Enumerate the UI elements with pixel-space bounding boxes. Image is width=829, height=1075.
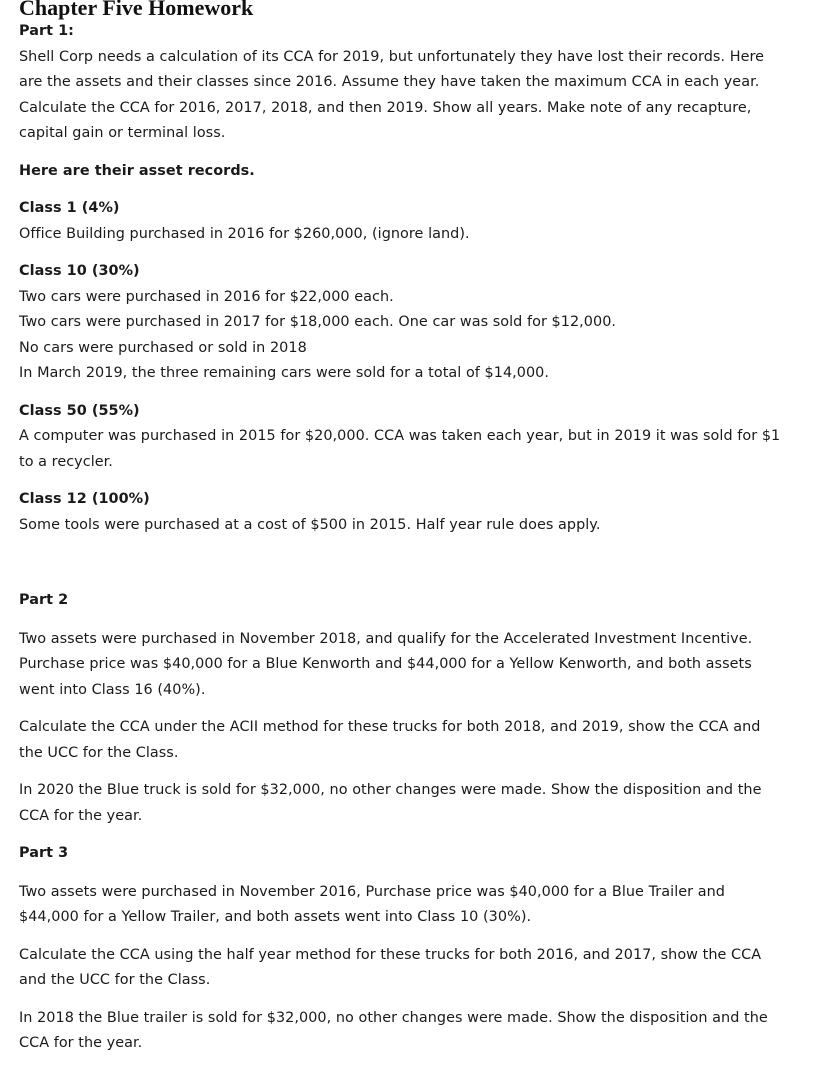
part2-p1-line: went into Class 16 (40%). (19, 681, 206, 698)
part3-paragraph-1 (19, 880, 819, 931)
class10-text (19, 285, 819, 387)
class50-line: to a recycler. (19, 453, 113, 470)
homework-document (19, 0, 819, 1057)
part3-paragraph-2 (19, 943, 819, 994)
part3-heading: Part 3 (19, 845, 69, 861)
class1-text (19, 222, 819, 248)
part2-paragraph-1 (19, 627, 819, 704)
part2-paragraph-2 (19, 715, 819, 766)
class10-line: Two cars were purchased in 2016 for $22,000 each. (19, 288, 394, 305)
class10-line: In March 2019, the three remaining cars were sold for a total of $14,000. (19, 365, 550, 381)
class12-text (19, 513, 819, 539)
class1-heading: Class 1 (4%) (19, 200, 120, 216)
class12-heading: Class 12 (100%) (19, 491, 150, 507)
class50-text (19, 424, 819, 475)
class50-heading: Class 50 (55%) (19, 402, 140, 419)
class10-line: No cars were purchased or sold in 2018 (19, 339, 307, 356)
part1-intro-line: capital gain or terminal loss. (19, 125, 226, 141)
part2-paragraph-3 (19, 778, 819, 829)
part3-paragraph-3 (19, 1006, 819, 1057)
part3-p3-line: CCA for the year. (19, 1035, 143, 1051)
part2-p3-line: In 2020 the Blue truck is sold for $32,000, no other changes were made. Show the disposition and the (19, 782, 762, 798)
part2-p3-line: CCA for the year. (19, 807, 143, 824)
part1-intro-line: Shell Corp needs a calculation of its CCA for 2019, but unfortunately they have lost their records. Here (19, 48, 765, 65)
part3-p1-line: $44,000 for a Yellow Trailer, and both assets went into Class 10 (30%). (19, 909, 532, 925)
document-title: Chapter Five Homework (19, 0, 254, 20)
part2-p2-line: the UCC for the Class. (19, 744, 179, 761)
part2-p2-line: Calculate the CCA under the ACII method for these trucks for both 2018, and 2019, show the CCA and (19, 719, 761, 735)
part2-p1-line: Purchase price was $40,000 for a Blue Kenworth and $44,000 for a Yellow Kenworth, and both assets (19, 656, 752, 672)
part2-heading: Part 2 (19, 592, 69, 608)
part2-p1-line: Two assets were purchased in November 2018, and qualify for the Accelerated Investment Incentive. (19, 630, 753, 647)
part1-intro-line: are the assets and their classes since 2016. Assume they have taken the maximum CCA in each year. (19, 74, 760, 90)
class50-line: A computer was purchased in 2015 for $20,000. CCA was taken each year, but in 2019 it was sold for $1 (19, 428, 781, 444)
part1-heading: Part 1: (19, 23, 74, 39)
part3-p1-line: Two assets were purchased in November 2016, Purchase price was $40,000 for a Blue Trailer and (19, 883, 725, 900)
records-heading: Here are their asset records. (19, 162, 255, 179)
part1-intro (19, 45, 819, 147)
part3-p2-line: and the UCC for the Class. (19, 972, 211, 988)
class1-line: Office Building purchased in 2016 for $260,000, (ignore land). (19, 225, 470, 242)
class10-line: Two cars were purchased in 2017 for $18,000 each. One car was sold for $12,000. (19, 314, 617, 330)
part3-p3-line: In 2018 the Blue trailer is sold for $32,000, no other changes were made. Show the disposition and the (19, 1009, 768, 1026)
class10-heading: Class 10 (30%) (19, 263, 140, 279)
part3-p2-line: Calculate the CCA using the half year method for these trucks for both 2016, and 2017, show the CCA (19, 946, 762, 963)
part1-intro-line: Calculate the CCA for 2016, 2017, 2018, and then 2019. Show all years. Make note of any recapture, (19, 99, 752, 116)
class12-line: Some tools were purchased at a cost of $500 in 2015. Half year rule does apply. (19, 516, 601, 533)
